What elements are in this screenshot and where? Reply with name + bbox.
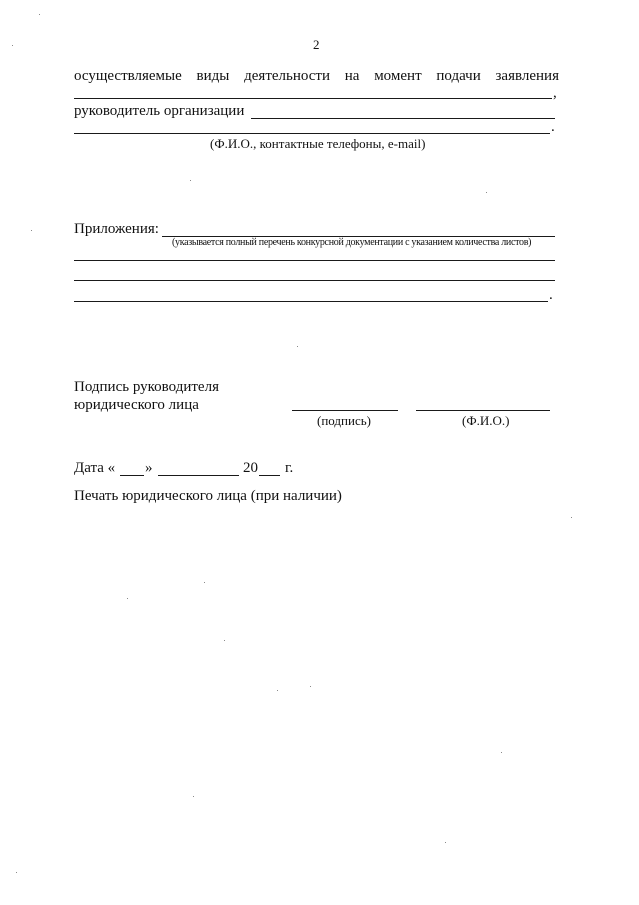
scan-speck xyxy=(224,640,225,641)
date-day-line[interactable] xyxy=(120,475,144,476)
scan-speck xyxy=(571,517,572,518)
signature-fill-line[interactable] xyxy=(292,410,398,411)
attachments-caption: (указывается полный перечень конкурсной документации с указанием количества листов) xyxy=(172,237,532,248)
fio-fill-line[interactable] xyxy=(416,410,550,411)
activities-fill-line[interactable] xyxy=(74,98,552,99)
fio-caption: (Ф.И.О.) xyxy=(462,413,510,428)
attachments-fill-line-3[interactable] xyxy=(74,280,555,281)
attachments-fill-line-4[interactable] xyxy=(74,301,548,302)
scan-speck xyxy=(31,230,32,231)
scan-speck xyxy=(445,842,446,843)
scan-speck xyxy=(12,45,13,46)
activities-word: на xyxy=(344,68,360,84)
activities-word: виды xyxy=(196,68,230,84)
scan-speck xyxy=(297,346,298,347)
date-month-line[interactable] xyxy=(158,475,239,476)
scan-speck xyxy=(16,872,17,873)
date-suffix: г. xyxy=(285,460,294,476)
page-number: 2 xyxy=(313,37,320,52)
date-prefix: Дата « xyxy=(74,460,116,476)
activities-word: осуществляемые xyxy=(74,68,182,84)
head-period: . xyxy=(551,119,555,135)
attachments-period: . xyxy=(549,287,553,303)
scan-speck xyxy=(127,598,128,599)
scan-speck xyxy=(486,192,487,193)
signature-label-line2: юридического лица xyxy=(74,397,199,413)
date-year: 20 xyxy=(243,460,258,476)
activities-line xyxy=(74,68,559,85)
signature-label-line1: Подпись руководителя xyxy=(74,379,219,395)
scan-speck xyxy=(310,686,311,687)
activities-word: деятельности xyxy=(244,68,330,84)
head-fill-line-2[interactable] xyxy=(74,133,550,134)
signature-caption: (подпись) xyxy=(317,413,371,428)
activities-comma: , xyxy=(553,85,557,101)
attachments-fill-line-2[interactable] xyxy=(74,260,555,261)
scan-speck xyxy=(501,752,502,753)
scan-speck xyxy=(193,796,194,797)
scan-speck xyxy=(39,14,40,15)
activities-word: подачи xyxy=(436,68,481,84)
activities-word: момент xyxy=(374,68,422,84)
attachments-label: Приложения: xyxy=(74,221,159,237)
seal-label: Печать юридического лица (при наличии) xyxy=(74,488,342,504)
scan-speck xyxy=(190,180,191,181)
date-close-quote: » xyxy=(145,460,153,476)
date-year-line[interactable] xyxy=(259,475,280,476)
scan-speck xyxy=(277,690,278,691)
activities-word: заявления xyxy=(495,68,559,84)
head-caption: (Ф.И.О., контактные телефоны, e-mail) xyxy=(210,136,426,151)
head-label: руководитель организации xyxy=(74,103,245,119)
head-fill-line[interactable] xyxy=(251,118,555,119)
scan-speck xyxy=(204,582,205,583)
